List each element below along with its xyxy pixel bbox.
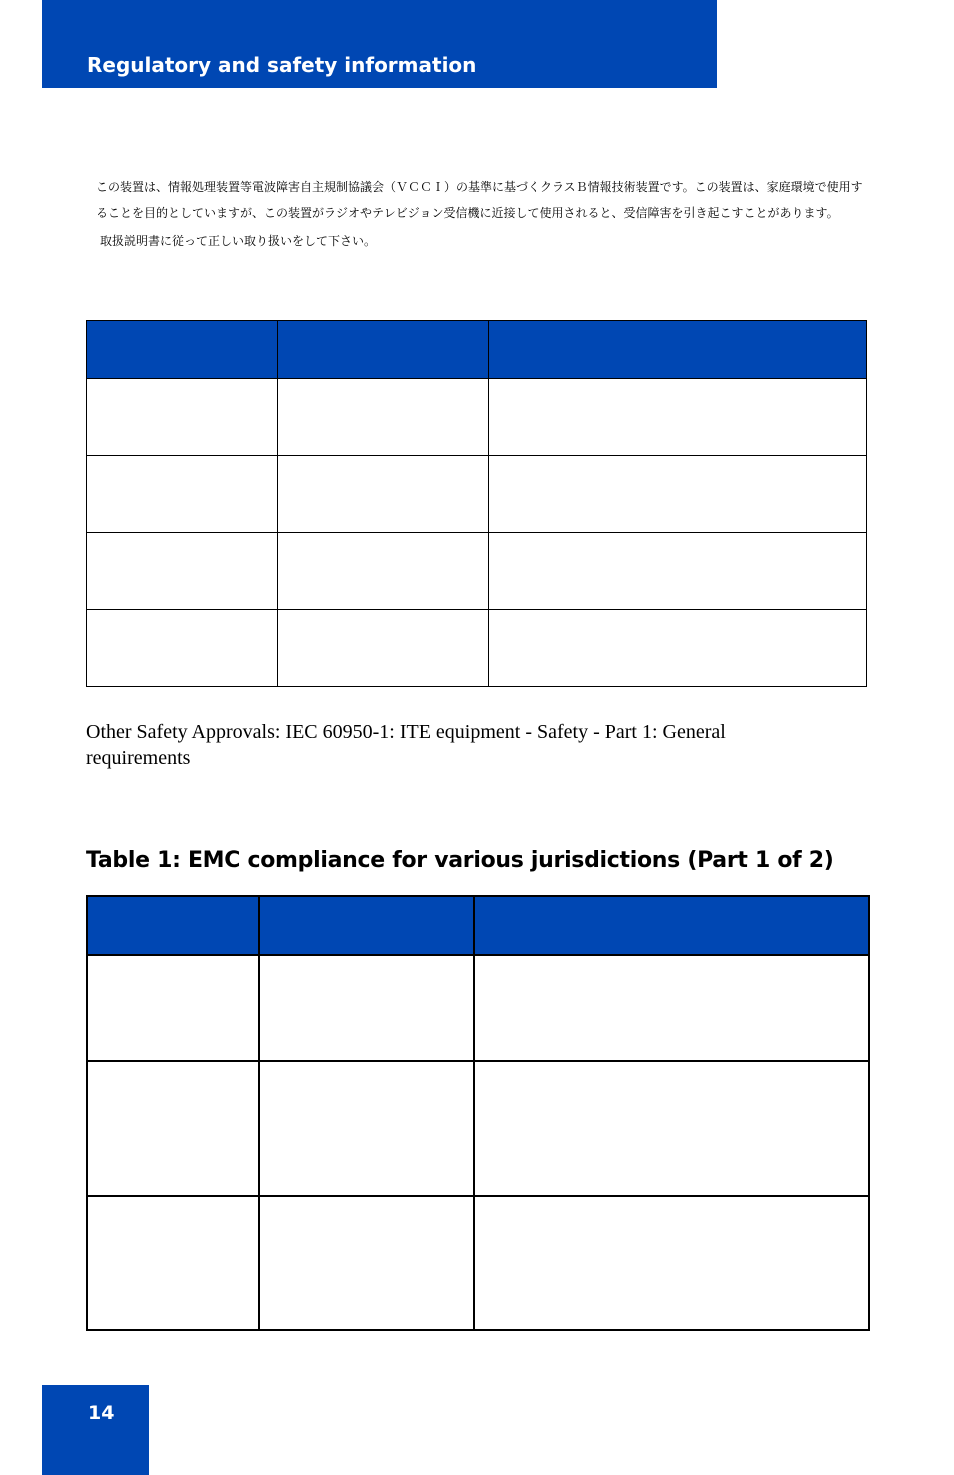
table-cell xyxy=(278,533,489,610)
table-header-cell xyxy=(489,321,867,379)
table-cell xyxy=(87,533,278,610)
table-header-row xyxy=(87,896,869,955)
table-cell xyxy=(489,533,867,610)
table-header-cell xyxy=(474,896,869,955)
table-row xyxy=(87,955,869,1061)
page-number: 14 xyxy=(88,1402,115,1424)
emc-compliance-table xyxy=(86,895,870,1331)
safety-approvals-table xyxy=(86,320,867,687)
table-caption: Table 1: EMC compliance for various jurisdictions (Part 1 of 2) xyxy=(86,848,834,873)
table-cell xyxy=(489,456,867,533)
table-cell xyxy=(474,1061,869,1196)
vcci-notice xyxy=(96,174,866,254)
table-cell xyxy=(278,456,489,533)
page-number-badge xyxy=(42,1385,149,1475)
table-row xyxy=(87,610,867,687)
table-cell xyxy=(87,1196,259,1330)
table-cell xyxy=(278,610,489,687)
table-cell xyxy=(474,955,869,1061)
table-cell xyxy=(87,456,278,533)
table-header-cell xyxy=(278,321,489,379)
table-header-cell xyxy=(87,321,278,379)
vcci-notice-paragraph: この装置は、情報処理装置等電波障害自主規制協議会（ＶＣＣＩ）の基準に基づくクラスＢ情報技術装置です。この装置は、家庭環境で使用することを目的としていますが、この装置がラジオやテレビジョン受信機に近接して使用されると、受信障害を引き起こすことがあります。 xyxy=(96,180,863,220)
vcci-instruction: 取扱説明書に従って正しい取り扱いをして下さい。 xyxy=(100,234,377,248)
header-bar xyxy=(42,0,717,88)
table-cell xyxy=(259,1196,474,1330)
other-safety-approvals-text: Other Safety Approvals: IEC 60950-1: ITE equipment - Safety - Part 1: General requirements xyxy=(86,721,726,769)
table-cell xyxy=(87,379,278,456)
table-cell xyxy=(259,955,474,1061)
table-cell xyxy=(278,379,489,456)
table-cell xyxy=(474,1196,869,1330)
table-row xyxy=(87,533,867,610)
table-header-cell xyxy=(87,896,259,955)
table-cell xyxy=(87,1061,259,1196)
table-row xyxy=(87,379,867,456)
table-cell xyxy=(489,610,867,687)
table-header-cell xyxy=(259,896,474,955)
table-row xyxy=(87,1061,869,1196)
page-header-title: Regulatory and safety information xyxy=(87,53,477,77)
table-row xyxy=(87,1196,869,1330)
table-cell xyxy=(489,379,867,456)
table-header-row xyxy=(87,321,867,379)
table-cell xyxy=(259,1061,474,1196)
table-cell xyxy=(87,955,259,1061)
table-row xyxy=(87,456,867,533)
table-cell xyxy=(87,610,278,687)
